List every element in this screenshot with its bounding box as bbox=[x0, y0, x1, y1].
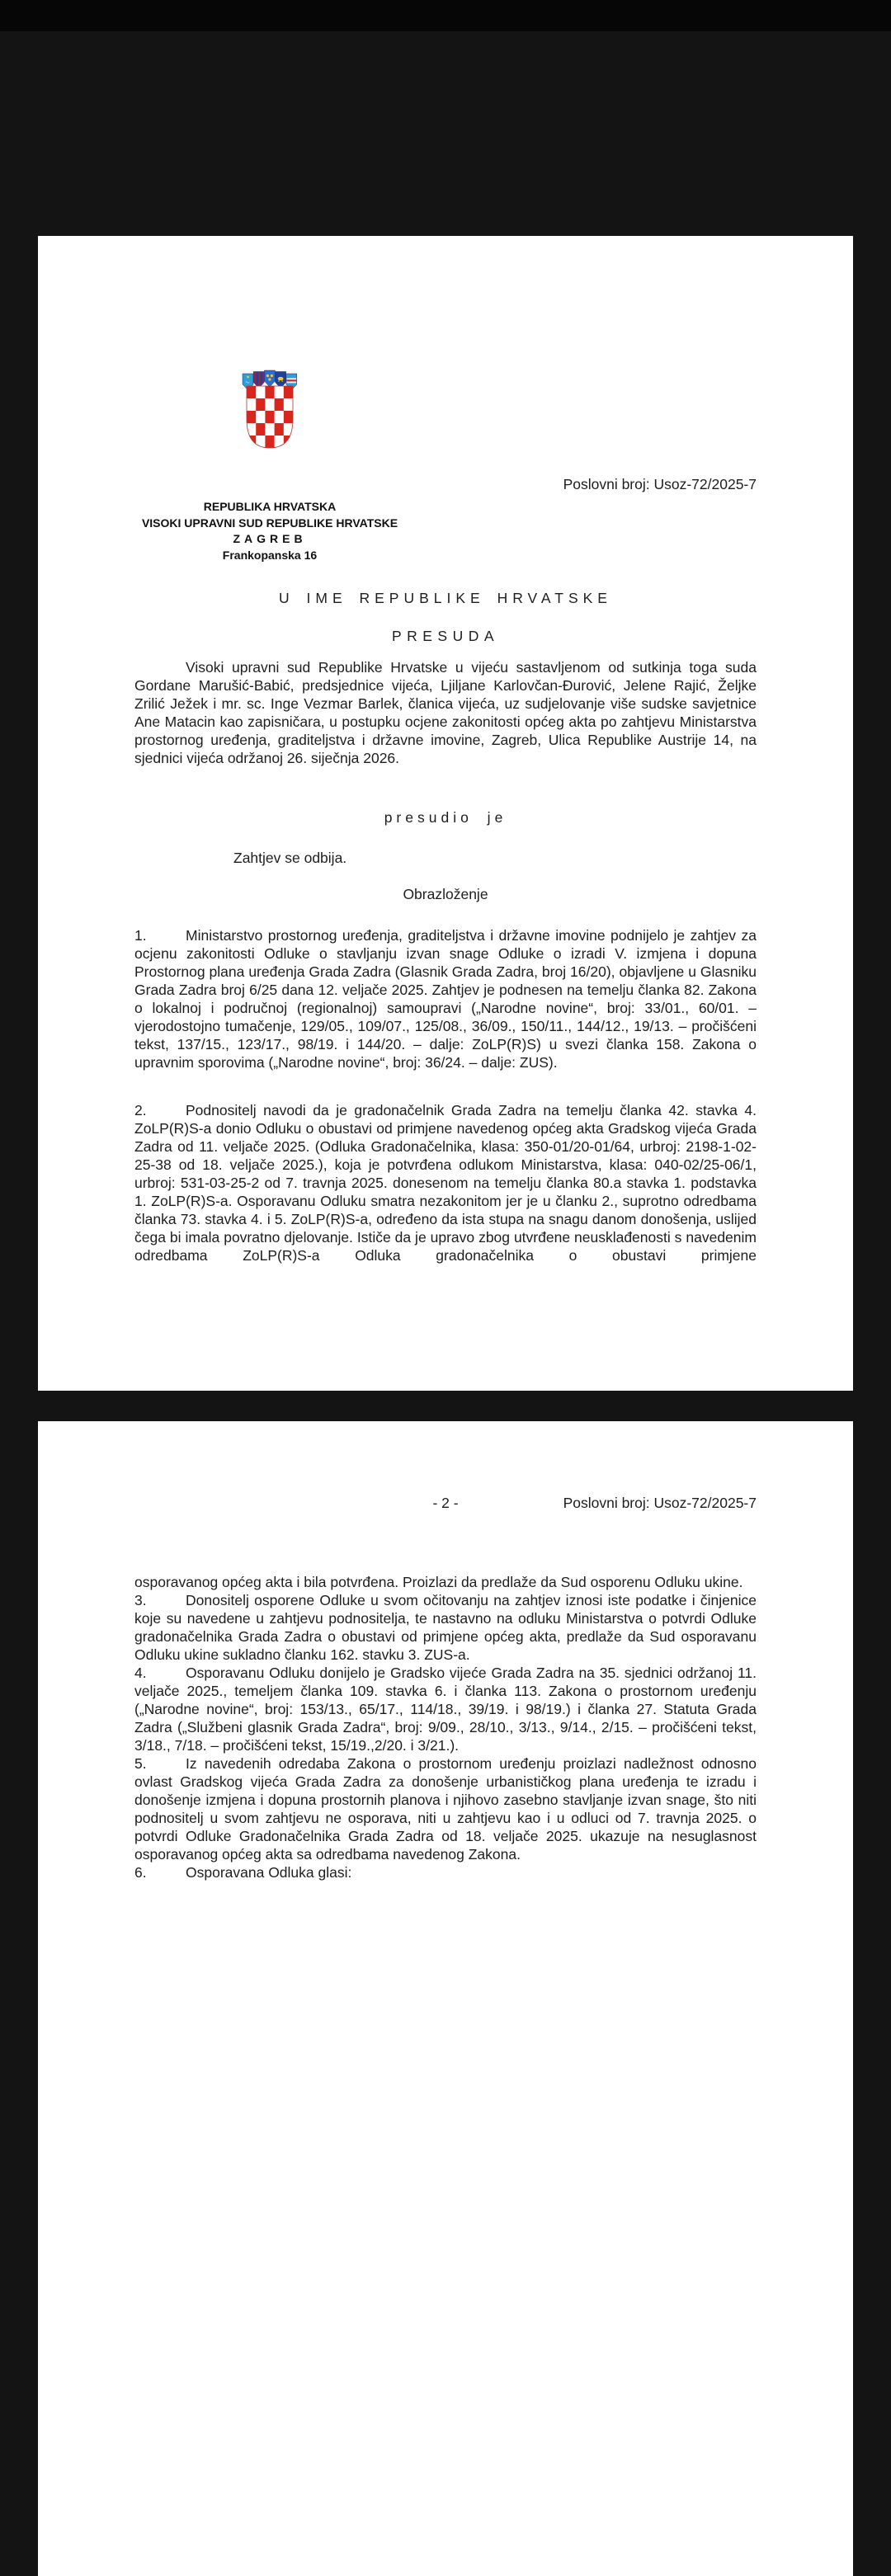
status-bar bbox=[0, 0, 891, 31]
paragraph-3 bbox=[134, 1591, 757, 1664]
case-number: Poslovni broj: Usoz-72/2025-7 bbox=[563, 476, 757, 492]
paragraph-6 bbox=[134, 1863, 757, 1881]
case-number: Poslovni broj: Usoz-72/2025-7 bbox=[563, 1495, 757, 1511]
paragraph-4 bbox=[134, 1664, 757, 1754]
paragraph-1 bbox=[134, 926, 757, 1071]
page-2[interactable] bbox=[38, 1421, 853, 2576]
paragraph-text: Osporavana Odluka glasi: bbox=[186, 1864, 352, 1881]
paragraph-number: 2. bbox=[134, 1102, 147, 1118]
paragraph-number: 6. bbox=[134, 1864, 147, 1881]
paragraph-text: Donositelj osporene Odluke u svom očitovanju na zahtjev iznosi iste podatke i činjenice koje su navedene u zahtjevu podnositelja, te nastavno na odluku Ministarstva o potvrdi Odluke gradonačelnika Grada Zadra o obustavi od primjene općeg akta, predlaže da Sud osporavanu Odluku ukine sukladno članku 162. stavku 3. ZUS-a. bbox=[134, 1592, 757, 1663]
continuation-paragraph: osporavanog općeg akta i bila potvrđena. Proizlazi da predlaže da Sud osporenu Odluku ukine. bbox=[134, 1574, 743, 1590]
paragraph-number: 4. bbox=[134, 1665, 147, 1681]
paragraph-text: Ministarstvo prostornog uređenja, graditeljstva i državne imovine podnijelo je zahtjev za ocjenu zakonitosti Odluke o stavljanju izvan snage Odluke o izradi V. izmjena i dopuna Prostornog plana uređenja Grada Zadra (Glasnik Grada Zadra, broj 16/20), objavljene u Glasniku Grada Zadra broj 6/25 dana 12. veljače 2025. Zahtjev je podnesen na temelju članka 82. Zakona o lokalnoj i područnoj (regionalnoj) samoupravi („Narodne novine“, broj: 33/01., 60/01. – vjerodostojno tumačenje, 129/05., 109/07., 125/08., 36/09., 150/11., 144/12., 19/13. – pročišćeni tekst, 137/15., 123/17., 98/19. i 144/20. – dalje: ZoLP(R)S) u svezi članka 158. Zakona o upravnim sporovima („Narodne novine“, broj: 36/24. – dalje: ZUS). bbox=[134, 927, 757, 1071]
decision-heading: presudio je bbox=[384, 809, 507, 826]
page-2-body bbox=[134, 1573, 757, 1881]
paragraph-5 bbox=[134, 1754, 757, 1863]
court-address-line: Frankopanska 16 bbox=[222, 548, 318, 562]
paragraph-text: Iz navedenih odredaba Zakona o prostornom uređenju proizlazi nadležnost odnosno ovlast Gradskog vijeća Grada Zadra za donošenje urbanističkog plana uređenja te izradu i donošenje izmjena i dopuna prostornih planova i njihovo zasebno stavljanje izvan snage, što niti podnositelj u svom zahtjevu ne osporava, niti u zahtjevu kao i u odluci od 7. travnja 2025. o potvrdi Odluke Gradonačelnika Grada Zadra od 18. veljače 2025. ukazuje na nesuglasnost osporavanog općeg akta sa odredbama navedenog Zakona. bbox=[134, 1755, 757, 1863]
in-the-name-of-republic-title: U IME REPUBLIKE HRVATSKE bbox=[279, 590, 612, 606]
paragraph-text: Osporavanu Odluku donijelo je Gradsko vijeće Grada Zadra na 35. sjednici održanoj 11. veljače 2025., temeljem članka 109. stavka 6. i članka 113. Zakona o prostornom uređenju („Narodne novine“, broj: 153/13., 65/17., 114/18., 39/19. i 98/19.) i članka 27. Statuta Grada Zadra („Službeni glasnik Grada Zadra“, broj: 9/09., 28/10., 3/13., 9/14., 2/15. – pročišćeni tekst, 3/18., 7/18. – pročišćeni tekst, 15/19.,2/20. i 3/21.). bbox=[134, 1665, 757, 1754]
court-country-line: REPUBLIKA HRVATSKA bbox=[203, 500, 337, 513]
decision-text: Zahtjev se odbija. bbox=[233, 850, 347, 866]
paragraph-text: Podnositelj navodi da je gradonačelnik Grada Zadra na temelju članka 42. stavka 4. ZoLP(R)S-a donio Odluku o obustavi od primjene navedenog općeg akta Gradskog vijeća Grada Zadra od 11. veljače 2025. (Odluka Gradonačelnika, klasa: 350-01/20-01/64, urbroj: 2198-1-02-25-38 od 18. veljače 2025.), koja je potvrđena odlukom Ministarstva, klasa: 040-02/25-06/1, urbroj: 531-03-25-2 od 7. travnja 2025. donesenom na temelju članka 80.a stavka 1. podstavka 1. ZoLP(R)S-a. Osporavanu Odluku smatra nezakonitom jer je u članku 2., suprotno odredbama članka 73. stavka 4. i 5. ZoLP(R)S-a, određeno da ista stupa na snagu danom donošenja, uslijed čega bi imala povratno djelovanje. Ističe da je upravo zbog utvrđene neusklađenosti s navedenim odredbama ZoLP(R)S-a Odluka gradonačelnika o obustavi primjene bbox=[134, 1102, 757, 1264]
court-city-line: ZAGREB bbox=[233, 532, 307, 545]
paragraph-2 bbox=[134, 1101, 757, 1264]
paragraph-number: 3. bbox=[134, 1592, 147, 1608]
intro-paragraph: Visoki upravni sud Republike Hrvatske u vijeću sastavljenom od sutkinja toga suda Gordane Marušić-Babić, predsjednice vijeća, Ljiljane Karlovčan-Đurović, Jelene Rajić, Željke Zrilić Ježek i mr. sc. Inge Vezmar Barlek, članica vijeća, uz sudjelovanje više sudske savjetnice Ane Matacin kao zapisničara, u postupku ocjene zakonitosti općeg akta po zahtjevu Ministarstva prostornog uređenja, graditeljstva i državne imovine, Zagreb, Ulica Republike Austrije 14, na sjednici vijeća održanoj 26. siječnja 2026. bbox=[134, 659, 757, 766]
judgment-title: PRESUDA bbox=[391, 628, 500, 644]
paragraph-number: 1. bbox=[134, 927, 147, 944]
page-1[interactable] bbox=[38, 236, 853, 1391]
paragraph-number: 5. bbox=[134, 1755, 147, 1772]
court-name-block bbox=[113, 499, 427, 563]
court-name-line: VISOKI UPRAVNI SUD REPUBLIKE HRVATSKE bbox=[141, 516, 398, 530]
page-number: - 2 - bbox=[432, 1495, 459, 1511]
reasoning-heading: Obrazloženje bbox=[403, 886, 488, 902]
croatian-coat-of-arms-icon bbox=[242, 370, 298, 450]
page-2-header bbox=[134, 1494, 757, 1512]
